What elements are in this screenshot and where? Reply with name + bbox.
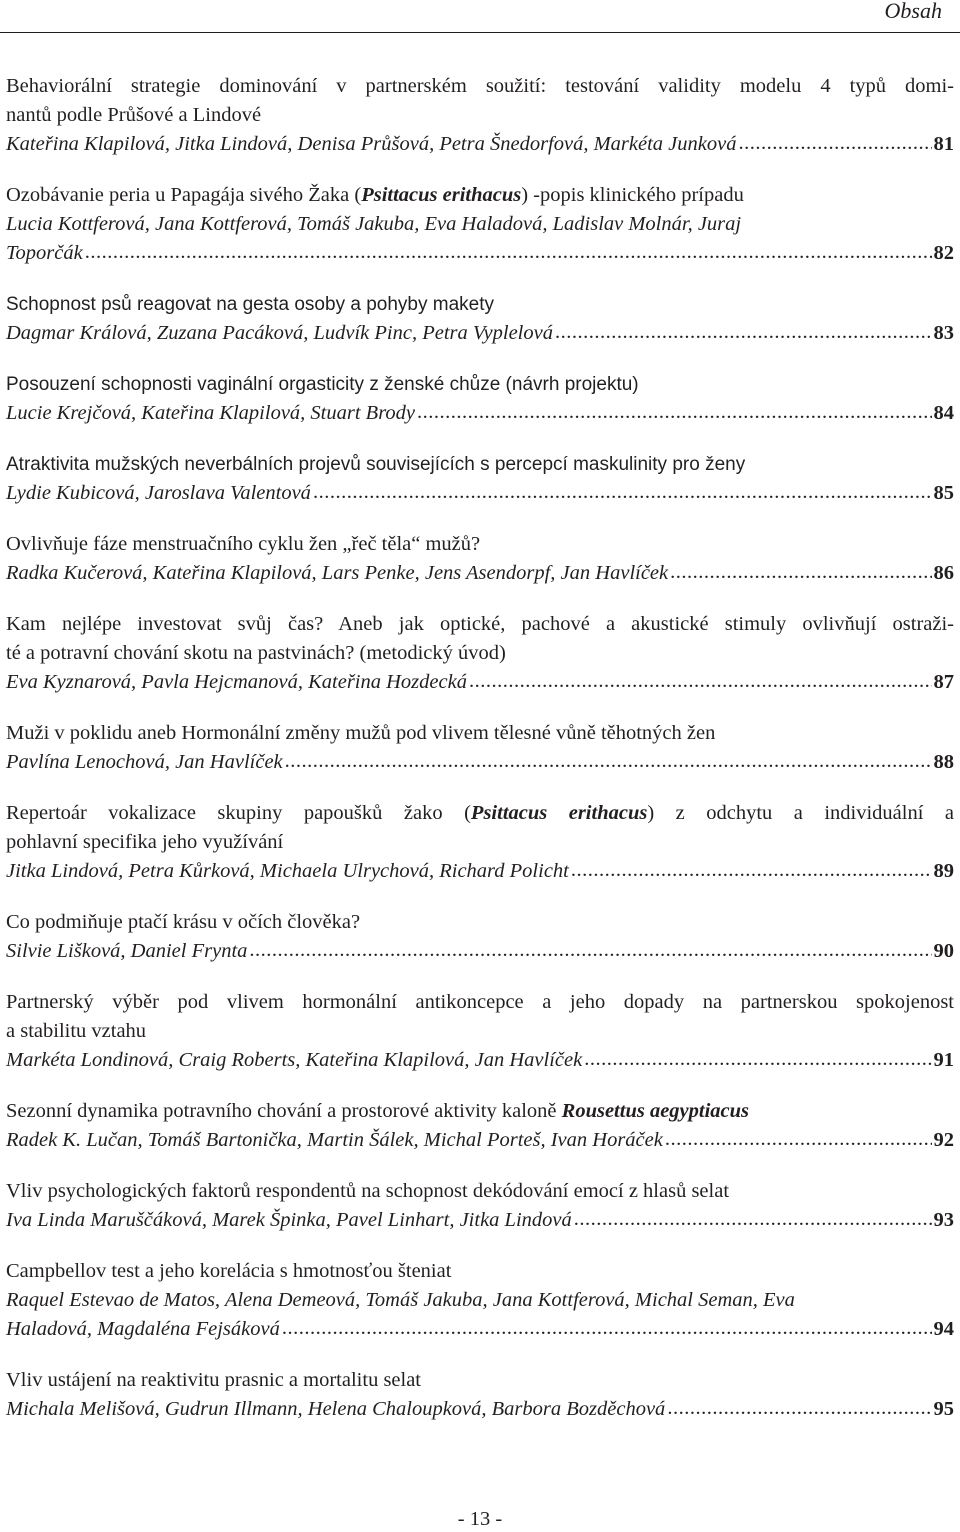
entry-authors: Raquel Estevao de Matos, Alena Demeová, Tomáš Jakuba, Jana Kottferová, Michal Seman, Eva — [6, 1289, 795, 1311]
entry-title-line — [6, 1097, 954, 1126]
entry-authors: Dagmar Králová, Zuzana Pacáková, Ludvík Pinc, Petra Vyplelová — [6, 322, 553, 344]
entry-title-text: té a potravní chování skotu na pastvinách? (metodický úvod) — [6, 642, 506, 664]
entry-author-page-line — [6, 1395, 954, 1424]
toc-entry[interactable] — [6, 181, 954, 268]
entry-authors: Pavlína Lenochová, Jan Havlíček — [6, 751, 283, 773]
dot-leader — [571, 856, 932, 885]
entry-page-number[interactable]: 95 — [933, 1398, 954, 1420]
header-rule — [0, 32, 960, 33]
entry-author-page-line — [6, 1315, 954, 1344]
entry-title-text: a stabilitu vztahu — [6, 1020, 147, 1042]
toc-entry[interactable] — [6, 370, 954, 428]
entry-title-line — [6, 450, 954, 479]
entry-title-text: Repertoár vokalizace skupiny papoušků žako ( — [6, 802, 471, 824]
entry-author-page-line — [6, 1046, 954, 1075]
entry-title-line — [6, 908, 954, 937]
entry-title-line — [6, 101, 954, 130]
entry-title-text: Schopnost psů reagovat na gesta osoby a pohyby makety — [6, 294, 494, 315]
entry-page-number[interactable]: 94 — [933, 1318, 954, 1340]
dot-leader — [670, 558, 931, 587]
entry-title-text: Posouzení schopnosti vaginální orgasticity z ženské chůze (návrh projektu) — [6, 374, 639, 395]
toc-entry[interactable] — [6, 719, 954, 777]
entry-author-page-line — [6, 1206, 954, 1235]
dot-leader — [555, 318, 932, 347]
toc-entry[interactable] — [6, 799, 954, 886]
entry-title-line — [6, 719, 954, 748]
entry-title-line — [6, 988, 954, 1017]
toc-entry[interactable] — [6, 72, 954, 159]
toc-entry[interactable] — [6, 908, 954, 966]
toc-entry[interactable] — [6, 1177, 954, 1235]
entry-page-number[interactable]: 83 — [933, 322, 954, 344]
entry-page-number[interactable]: 88 — [933, 751, 954, 773]
entry-page-number[interactable]: 87 — [933, 671, 954, 693]
dot-leader — [738, 129, 931, 158]
entry-page-number[interactable]: 86 — [933, 562, 954, 584]
entry-author-page-line — [6, 857, 954, 886]
entry-page-number[interactable]: 84 — [933, 402, 954, 424]
entry-author-page-line — [6, 479, 954, 508]
entry-authors: Lucia Kottferová, Jana Kottferová, Tomáš Jakuba, Eva Haladová, Ladislav Molnár, Juraj — [6, 213, 742, 235]
entry-title-line — [6, 72, 954, 101]
entry-title-line — [6, 290, 954, 319]
entry-title-text: Co podmiňuje ptačí krásu v očích člověka? — [6, 911, 361, 933]
species-name: Psittacus erithacus — [361, 184, 522, 206]
entry-author-page-line — [6, 239, 954, 268]
entry-title-text: Kam nejlépe investovat svůj čas? Aneb jak optické, pachové a akustické stimuly ovlivňují ostraži- — [6, 613, 954, 635]
entry-title-line — [6, 1017, 954, 1046]
toc-entry[interactable] — [6, 1257, 954, 1344]
entry-author-page-line — [6, 1126, 954, 1155]
entry-title-text: Atraktivita mužských neverbálních projevů souvisejících s percepcí maskulinity pro ženy — [6, 454, 746, 475]
dot-leader — [584, 1045, 931, 1074]
entry-title-line — [6, 1177, 954, 1206]
species-name: Psittacus erithacus — [470, 802, 648, 824]
entry-title-line — [6, 1366, 954, 1395]
dot-leader — [85, 238, 932, 267]
entry-authors: Markéta Londinová, Craig Roberts, Kateřina Klapilová, Jan Havlíček — [6, 1049, 583, 1071]
entry-authors: Silvie Lišková, Daniel Frynta — [6, 940, 248, 962]
dot-leader — [665, 1125, 932, 1154]
entry-title-text: Vliv psychologických faktorů respondentů na schopnost dekódování emocí z hlasů selat — [6, 1180, 730, 1202]
table-of-contents — [6, 72, 954, 1446]
entry-title-text: Partnerský výběr pod vlivem hormonální antikoncepce a jeho dopady na partnerskou spokojenost — [6, 991, 954, 1013]
entry-authors: Toporčák — [6, 242, 83, 264]
page-number: - 13 - — [457, 1508, 503, 1530]
toc-entry[interactable] — [6, 1366, 954, 1424]
entry-title-text: Muži v poklidu aneb Hormonální změny mužů pod vlivem tělesné vůně těhotných žen — [6, 722, 716, 744]
toc-entry[interactable] — [6, 988, 954, 1075]
entry-title-text: ) -popis klinického prípadu — [521, 184, 744, 206]
entry-title-text: Ovlivňuje fáze menstruačního cyklu žen „řeč těla“ mužů? — [6, 533, 481, 555]
entry-authors: Radek K. Lučan, Tomáš Bartonička, Martin Šálek, Michal Porteš, Ivan Horáček — [6, 1129, 663, 1151]
entry-page-number[interactable]: 91 — [933, 1049, 954, 1071]
entry-title-line — [6, 828, 954, 857]
entry-author-page-line — [6, 319, 954, 348]
entry-title-line — [6, 181, 954, 210]
toc-entry[interactable] — [6, 290, 954, 348]
entry-author-page-line — [6, 399, 954, 428]
entry-authors: Iva Linda Maruščáková, Marek Špinka, Pavel Linhart, Jitka Lindová — [6, 1209, 572, 1231]
entry-authors: Kateřina Klapilová, Jitka Lindová, Denisa Průšová, Petra Šnedorfová, Markéta Junková — [6, 133, 737, 155]
entry-title-line — [6, 370, 954, 399]
page-header — [0, 0, 960, 36]
species-name: Rousettus aegyptiacus — [561, 1100, 750, 1122]
entry-page-number[interactable]: 85 — [933, 482, 954, 504]
entry-page-number[interactable]: 90 — [933, 940, 954, 962]
entry-title-text: nantů podle Průšové a Lindové — [6, 104, 262, 126]
entry-author-page-line — [6, 130, 954, 159]
entry-authors: Radka Kučerová, Kateřina Klapilová, Lars Penke, Jens Asendorpf, Jan Havlíček — [6, 562, 669, 584]
entry-page-number[interactable]: 81 — [933, 133, 954, 155]
entry-title-line — [6, 530, 954, 559]
dot-leader — [574, 1205, 932, 1234]
entry-authors: Eva Kyznarová, Pavla Hejcmanová, Kateřina Hozdecká — [6, 671, 467, 693]
entry-authors: Haladová, Magdaléna Fejsáková — [6, 1318, 280, 1340]
entry-authors: Lydie Kubicová, Jaroslava Valentová — [6, 482, 311, 504]
entry-title-line — [6, 799, 954, 828]
entry-authors: Jitka Lindová, Petra Kůrková, Michaela Ulrychová, Richard Policht — [6, 860, 569, 882]
toc-entry[interactable] — [6, 1097, 954, 1155]
entry-page-number[interactable]: 82 — [933, 242, 954, 264]
entry-title-text: pohlavní specifika jeho využívání — [6, 831, 284, 853]
entry-author-page-line — [6, 668, 954, 697]
toc-entry[interactable] — [6, 530, 954, 588]
entry-title-text: ) z odchytu a individuální a — [647, 802, 955, 824]
entry-title-text: Sezonní dynamika potravního chování a prostorové aktivity kaloně — [6, 1100, 562, 1122]
header-title: Obsah — [884, 0, 942, 23]
dot-leader — [285, 747, 932, 776]
entry-title-text: Vliv ustájení na reaktivitu prasnic a mortalitu selat — [6, 1369, 422, 1391]
entry-title-text: Ozobávanie peria u Papagája sivého Žaka ( — [6, 184, 362, 206]
entry-page-number[interactable]: 93 — [933, 1209, 954, 1231]
dot-leader — [282, 1314, 932, 1343]
entry-authors: Lucie Krejčová, Kateřina Klapilová, Stuart Brody — [6, 402, 416, 424]
entry-author-page-line — [6, 937, 954, 966]
toc-entry[interactable] — [6, 610, 954, 697]
entry-authors: Michala Melišová, Gudrun Illmann, Helena Chaloupková, Barbora Bozděchová — [6, 1398, 666, 1420]
dot-leader — [667, 1394, 931, 1423]
dot-leader — [417, 398, 931, 427]
entry-page-number[interactable]: 92 — [933, 1129, 954, 1151]
dot-leader — [469, 667, 932, 696]
entry-author-page-line — [6, 559, 954, 588]
entry-title-text: Behaviorální strategie dominování v partnerském soužití: testování validity modelu 4 typů domi- — [6, 75, 954, 97]
entry-title-line — [6, 1257, 954, 1286]
entry-author-page-line — [6, 748, 954, 777]
toc-entry[interactable] — [6, 450, 954, 508]
entry-title-line — [6, 639, 954, 668]
entry-title-line — [6, 610, 954, 639]
dot-leader — [249, 936, 931, 965]
entry-page-number[interactable]: 89 — [933, 860, 954, 882]
dot-leader — [313, 478, 932, 507]
entry-title-text: Campbellov test a jeho korelácia s hmotnosťou šteniat — [6, 1260, 452, 1282]
